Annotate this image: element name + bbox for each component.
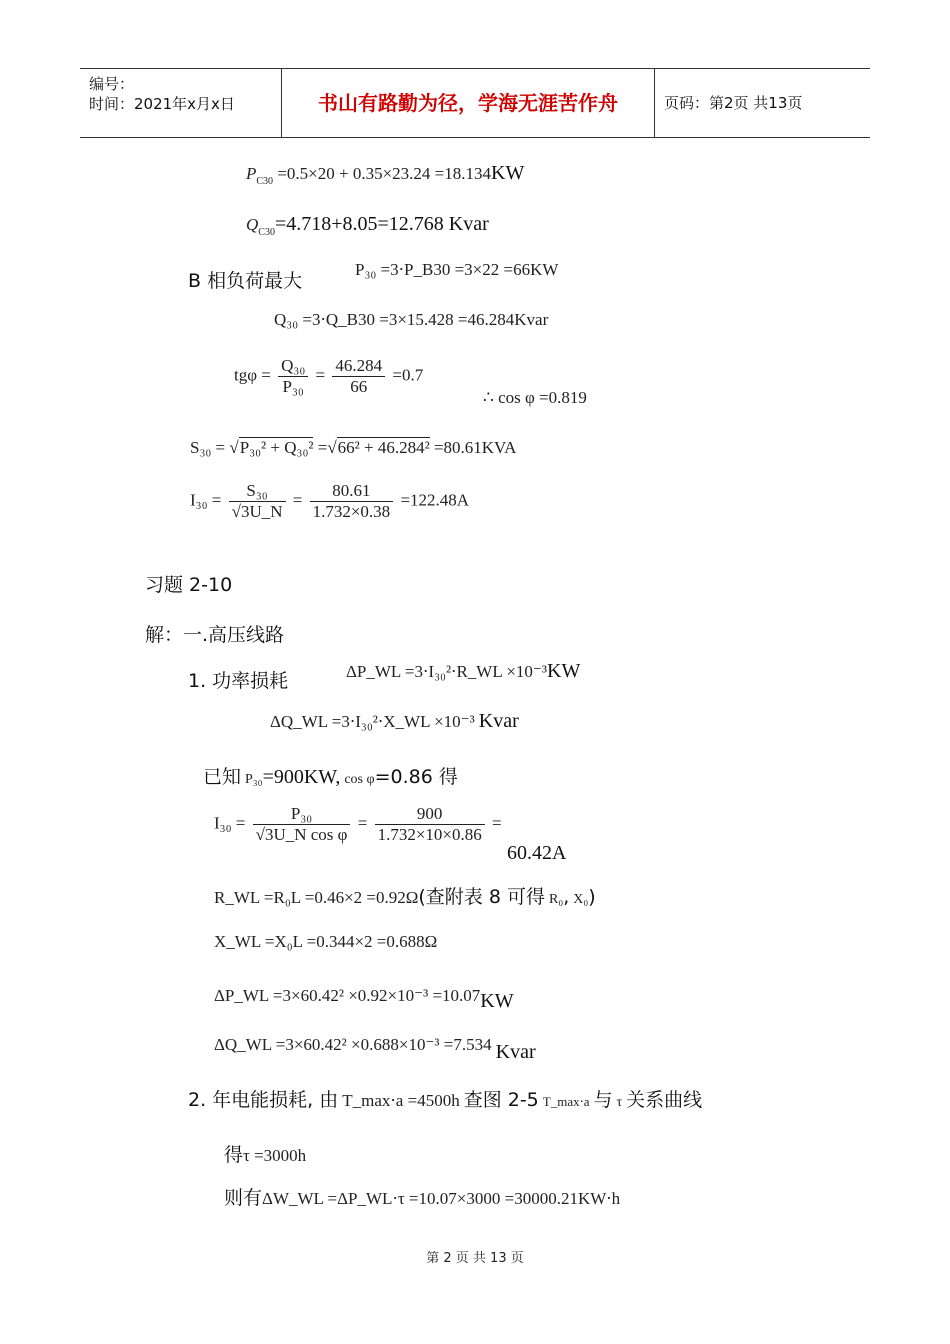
header-motto: 书山有路勤为径，学海无涯苦作舟 (282, 69, 655, 137)
cos-result: ∴ cos φ =0.819 (483, 388, 587, 407)
dq-calc-line: ΔQ_WL =3×60.42² ×0.688×10⁻³ =7.534 Kvar (214, 1035, 536, 1063)
rwl-line: R_WL =R₀L =0.46×2 =0.92Ω(查附表 8 可得 R₀, X₀) (214, 886, 596, 908)
exercise-heading: 习题 2-10 (145, 574, 233, 596)
dp-calc-line: ΔP_WL =3×60.42² ×0.92×10⁻³ =10.07KW (214, 986, 514, 1012)
number-label: 编号： (89, 75, 135, 93)
i30b-result: 60.42A (507, 842, 567, 864)
tau-line: 得τ =3000h (224, 1144, 307, 1166)
item2-line: 2. 年电能损耗, 由 T_max⋅a =4500h 查图 2-5 T_max⋅a 与 τ 关系曲线 (188, 1089, 703, 1111)
time-label: 时间：2021年x月x日 (89, 95, 235, 113)
dw-line: 则有ΔW_WL =ΔP_WL⋅τ =10.07×3000 =30000.21KW⋅h (224, 1187, 621, 1209)
dp-formula: ΔP_WL =3⋅I₃₀²⋅R_WL ×10⁻³KW (346, 660, 581, 682)
solution-heading: 解：一.高压线路 (145, 624, 285, 646)
b-phase-label: B 相负荷最大 (188, 270, 303, 292)
s30-formula: S₃₀ = √P₃₀² + Q₃₀² =√66² + 46.284² =80.61KVA (190, 438, 517, 457)
qc30-line: $Q_{C30}=4.718+8.05=12.768$ Kvar (246, 213, 489, 238)
tg-formula: tgφ = $\frac{\text{Q₃₀}}{\text{P₃₀}}$ = $\frac{46.284}{66}$ =0.7 (234, 356, 424, 396)
i30b-formula: I₃₀ = $\frac{\text{P₃₀}}{\text{√3U\_N cos φ}}$ = $\frac{900}{1.732\times 10\times 0.86}$ = (214, 804, 502, 844)
item1-label: 1. 功率损耗 (188, 670, 289, 692)
pc30-line: $P_{C30} =0.5\times 20 + 0.35\times 23.24 =18.134KW$ (246, 162, 525, 187)
dq-formula: ΔQ_WL =3⋅I₃₀²⋅X_WL ×10⁻³ Kvar (270, 710, 519, 732)
document-header (80, 68, 870, 138)
q30-formula: Q₃₀ =3⋅Q_B30 =3×15.428 =46.284Kvar (274, 310, 549, 329)
i30-formula: I₃₀ = $\frac{\text{S₃₀}}{√3U\_N}$ = $\frac{80.61}{1.732\times 0.38}$ =122.48A (190, 481, 470, 521)
header-page-info: 页码：第2页 共13页 (664, 94, 803, 112)
page-footer: 第 2 页 共 13 页 (426, 1251, 524, 1266)
header-meta-cell (80, 69, 282, 137)
known-line: 已知 P₃₀=900KW, cos φ=0.86 得 (203, 766, 458, 788)
p30-formula: P₃₀ =3⋅P_B30 =3×22 =66KW (355, 260, 559, 279)
xwl-line: X_WL =X₀L =0.344×2 =0.688Ω (214, 932, 438, 951)
